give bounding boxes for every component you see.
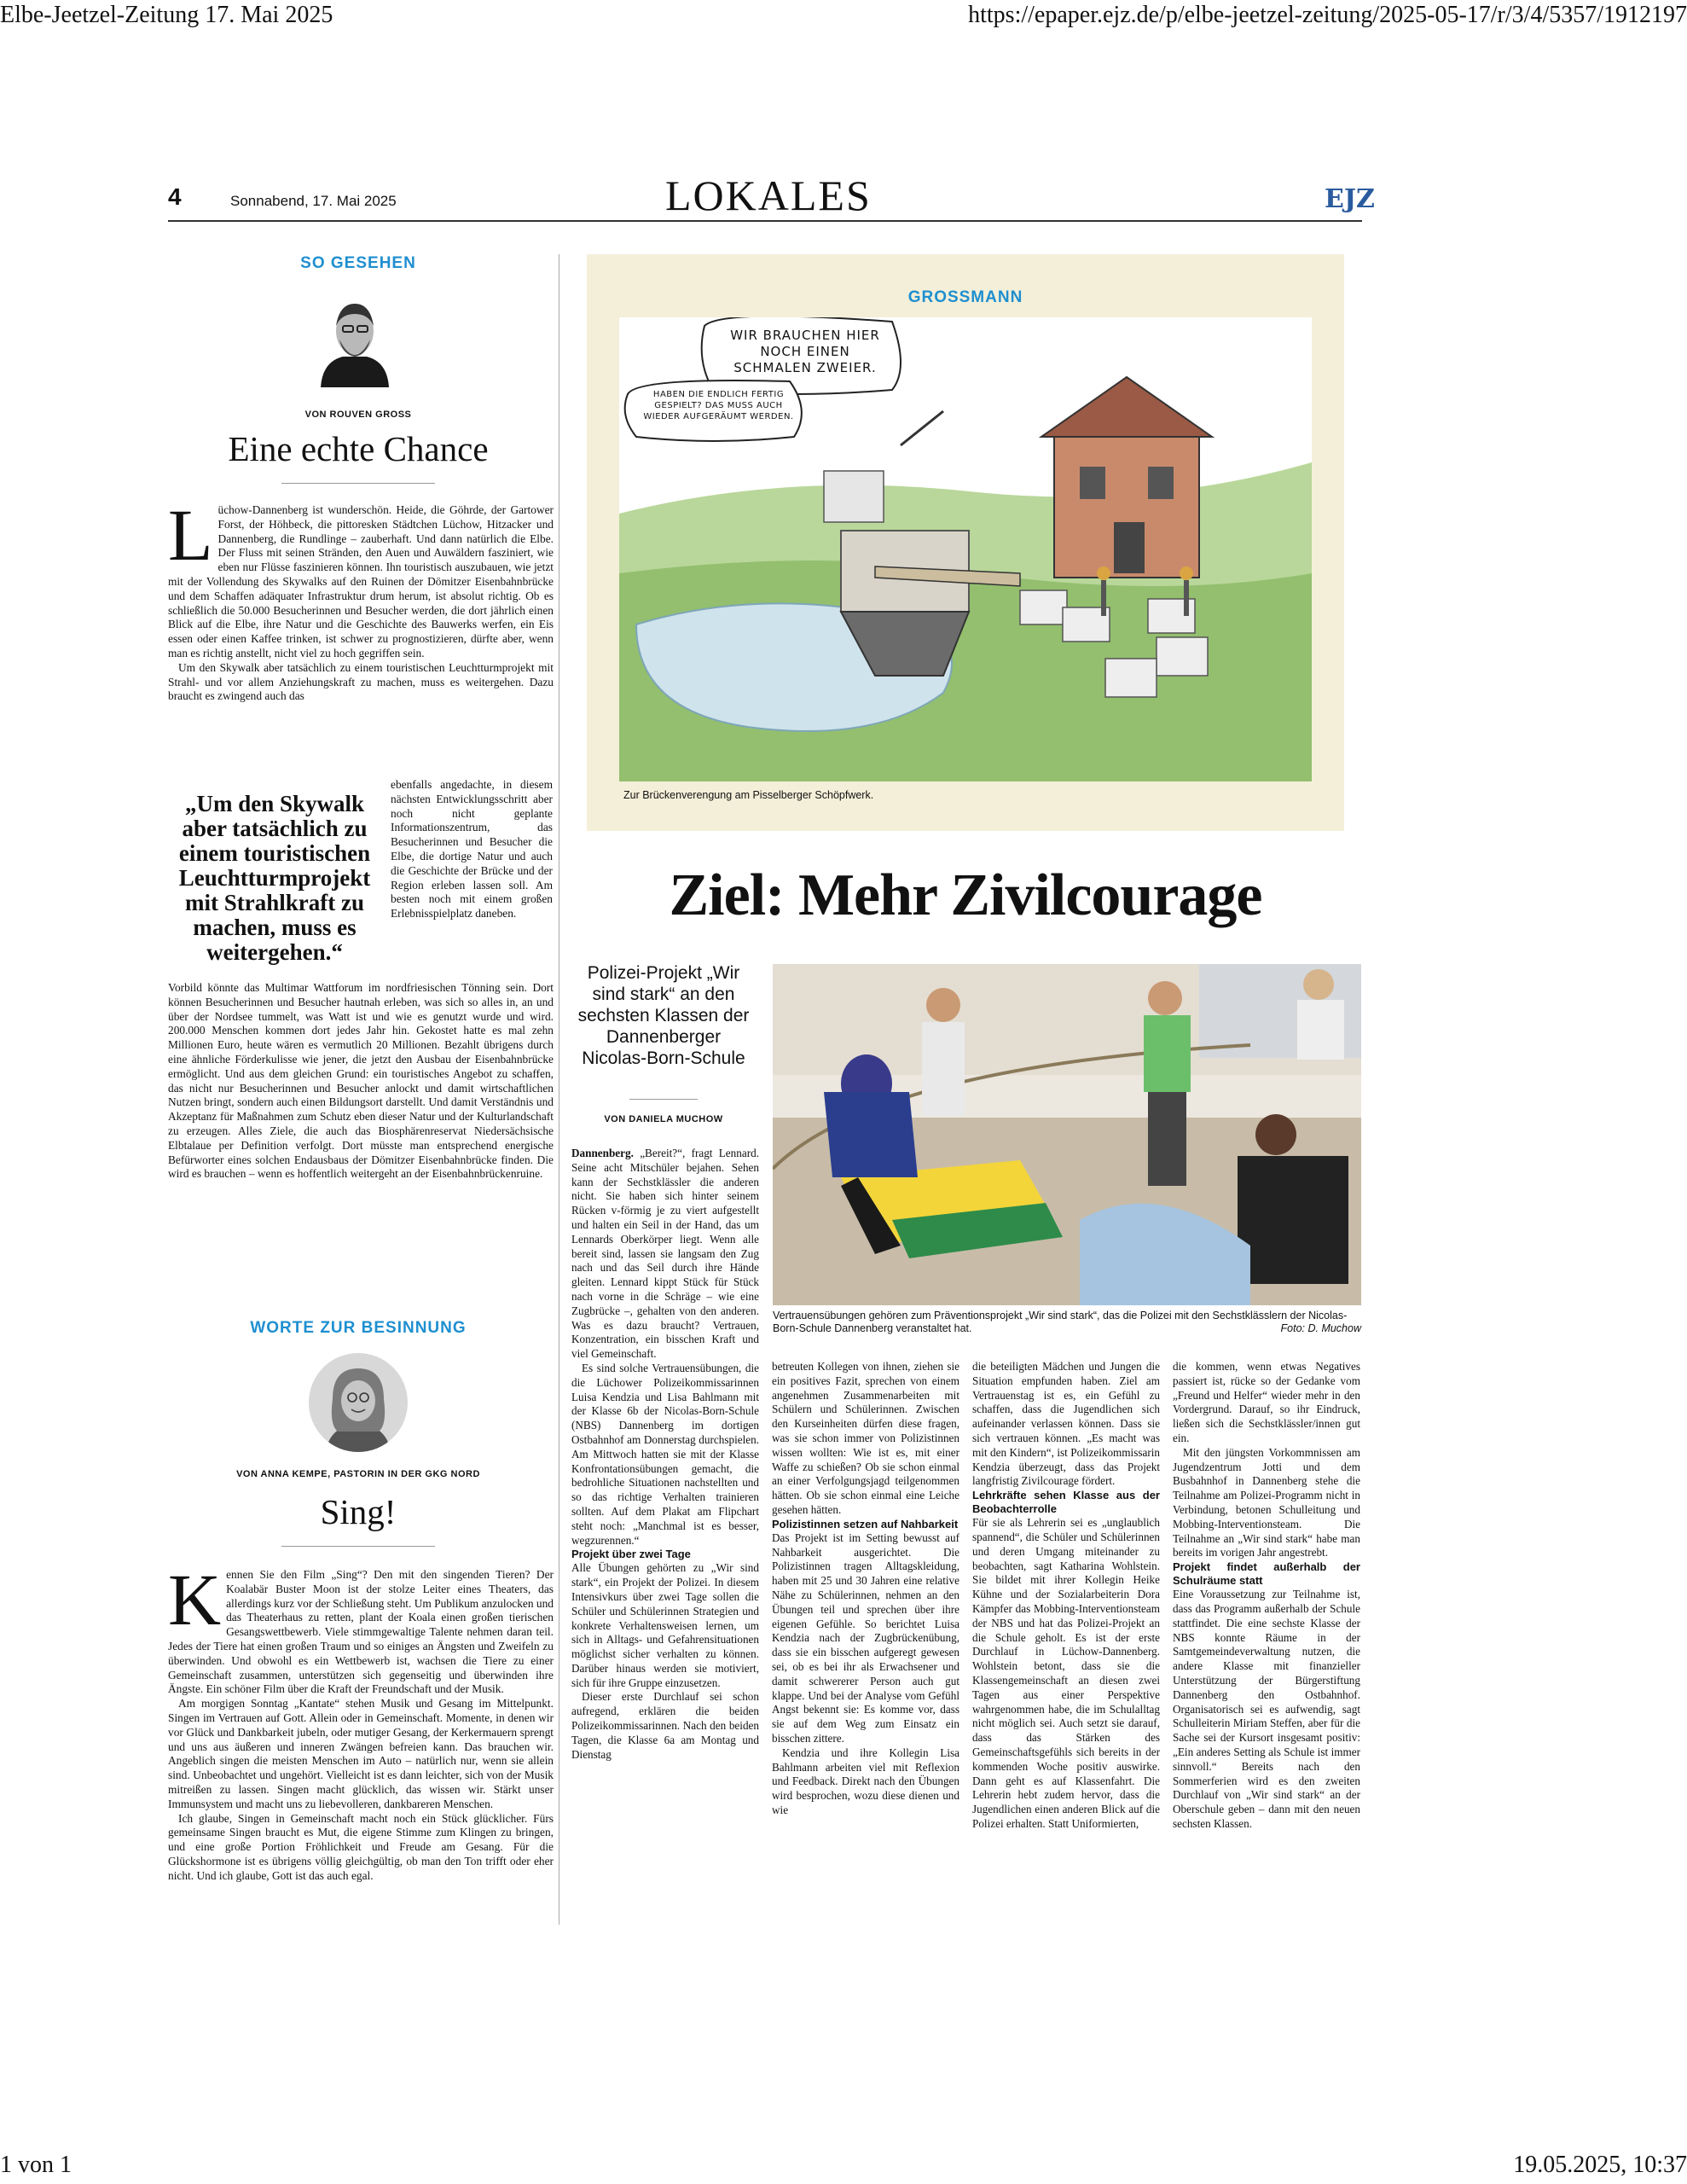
article-paragraph: Dannenberg. „Bereit?“, fragt Lennard. Seine acht Mitschüler bejahen. Sehen kann der Sechstklässler die anderen nicht. Sie haben sich hinter seinem Rücken v-förmig je zu viert aufgestellt und halten ein Seil in der Hand, das um Lennards Oberkörper liegt. Wenn alle bereit sind, lassen sie langsam den Zug nach und das Seil durch ihre Hände gleiten. Lennard kippt Stück für Stück nach vorne in die Schräge – wie eine Zugbrücke –, gehalten von den anderen. Was es dazu braucht? Vertrauen, Konzentration, ein bisschen Kraft und viel Gemeinschaft. [571, 1147, 759, 1361]
print-header-title: Elbe-Jeetzel-Zeitung 17. Mai 2025 [0, 2, 333, 28]
dropcap-letter: K [168, 1568, 222, 1641]
article-paragraph: die beteiligten Mädchen und Jungen die Situation empfunden haben. Ziel am Vertrauenstag ist es, ein Gefühl zu schaffen, dass die Jugendlichen sich aufeinander verlassen können. Dass sie sich vertrauen können. „Es macht was mit den Kindern“, ist Polizeikommissarin Kendzia überzeugt, dass das Projekt langfristig Zivilcourage fördert. [972, 1360, 1160, 1488]
commentary-paragraph: ebenfalls angedachte, in diesem nächsten Entwicklungsschritt aber noch nicht geplante Informationszentrum, das Besucherinnen und Besucher die Elbe, die dortige Natur und auch die Geschichte der Brücke und der Region erleben lassen soll. Am besten noch mit einem großen Erlebnisspielplatz daneben. [391, 778, 553, 921]
article-column-2 [772, 1360, 959, 1940]
page-date: Sonnabend, 17. Mai 2025 [230, 193, 397, 209]
article-paragraph: Alle Übungen gehörten zu „Wir sind stark“, ein Projekt der Polizei. In diesem Intensivkurs über zwei Tage sollen die Schüler und Schülerinnen Strategien und konkrete Verhaltensweisen lernen, um sich in Alltags- und Gefahrensituationen möglichst sicher verhalten zu können. Darüber hinaus werden sie motiviert, sich für ihre Gruppe einzusetzen. [571, 1561, 759, 1689]
article-paragraph: die kommen, wenn etwas Negatives passiert ist, rücke so der Gedanke vom „Freund und Helfer“ wieder mehr in den Vordergrund. Darauf, so ihr Eindruck, ließen sich die Sechstklässler/innen gut ein. [1173, 1360, 1360, 1444]
article-paragraph: Es sind solche Vertrauensübungen, die die Lüchower Polizeikommissarinnen Luisa Kendzia und Lisa Bahlmann mit der Klasse 6b der Nicolas-Born-Schule (NBS) Dannenberg im dortigen Ostbahnhof am Donnerstag durchspielen. Am Mittwoch hatten sie mit der Klasse Konfrontationsübungen gemacht, die bedrohliche Situationen nachstellten und so das richtige Verhalten trainieren sollten. Auf dem Plakat am Flipchart steht noch: „Manchmal ist es besser, wegzurennen.“ [571, 1361, 759, 1547]
commentary-kicker: SO GESEHEN [300, 254, 416, 272]
author-portrait [309, 1353, 408, 1452]
commentary-paragraph: üchow-Dannenberg ist wunderschön. Heide, die Göhrde, der Gartower Forst, der Höhbeck, die pittoresken Städtchen Lüchow, Hitzacker und Dannenberg, die Rundlinge – zauberhaft. Und dann natürlich die Elbe. Der Fluss mit seinen Stränden, den Auen und Auwäldern fasziniert, wie eben nur Flüsse faszinieren können. Ihn touristisch auszubauen, wie jetzt mit der Vollendung des Skywalks auf den Ruinen der Dömitzer Eisenbahnbrücke und dem Schaffen adäquater Infrastruktur drum herum, ist absolut richtig. Ob es schließlich die 50.000 Besucherinnen und Besucher werden, die dort jährlich einen Blick auf die Elbe, ihre Natur und die Geschichte des Bauwerks werfen, ein Eis essen oder einen Kaffee trinken, ist schwer zu prognostizieren, dürfte aber, wenn man es richtig anstellt, nicht viel zu hoch gegriffen sein. [168, 503, 554, 659]
article-paragraph: Für sie als Lehrerin sei es „unglaublich spannend“, die Schüler und Schülerinnen und deren Umgang miteinander zu beobachten, sagt Katharina Wohlstein. Sie bildet mit ihrer Kollegin Heike Kühne und der Sozialarbeiterin Dora Kämpfer das Mobbing-Interventionsteam der NBS und hat das Polizei-Projekt an die Schule geholt. Es ist der erste Durchlauf in Lüchow-Dannenberg. Wohlstein betont, dass sie die Klassengemeinschaft an diesen zwei Tagen aus einer Perspektive wahrgenommen habe, die im Schulalltag nicht möglich sei. Auch setzt sie darauf, dass das Stärken des Gemeinschaftsgefühls sich bereits in der kommenden Woche positiv auswirke. Dann geht es auf Klassenfahrt. Die Lehrerin hebt zudem hervor, dass die Jugendlichen einen anderen Blick auf die Polizei erhalten. Statt Uniformierten, [972, 1516, 1160, 1830]
cartoon-kicker: GROSSMANN [907, 288, 1023, 306]
headline-rule [281, 483, 435, 484]
article-dateline: Dannenberg. [571, 1147, 634, 1159]
commentary-body-part2 [391, 778, 553, 981]
article-column-1 [571, 1147, 759, 1940]
commentary-body-part1 [168, 503, 554, 758]
teaser-rule [629, 1099, 698, 1100]
article-column-4 [1173, 1360, 1360, 1940]
author-portrait [314, 292, 396, 387]
article-paragraph: Dieser erste Durchlauf sei schon aufregend, erklären die beiden Polizeikommissarinnen. Nach den beiden Tagen, die Klasse 6a am Montag und Dienstag [571, 1690, 759, 1761]
article-paragraph: Eine Voraussetzung zur Teilnahme ist, dass das Programm außerhalb der Schule stattfindet. Die eine sechste Klasse der NBS konnte Räume in der Samtgemeindeverwaltung nutzen, die andere Klasse mit finanzieller Unterstützung der Bürgerstiftung Dannenberg den Ostbahnhof. Organisatorisch sei es aufwendig, sagt Schulleiterin Miriam Steffen, aber für die Sache sei der Kursort insgesamt positiv: „Ein anderes Setting als Schule ist immer sinnvoll.“ Bereits nach den Sommerferien wird es den zweiten Durchlauf von „Wir sind stark“ an der Oberschule geben – dann mit den neuen sechsten Klassen. [1173, 1588, 1360, 1830]
article-subhead: Lehrkräfte sehen Klasse aus der Beobachterrolle [972, 1489, 1160, 1516]
devotional-paragraph: Am morgigen Sonntag „Kantate“ stehen Musik und Gesang im Mittelpunkt. Singen im Vertrauen auf Gott. Allein oder in Gemeinschaft. Momente, in denen wir vor Glück und Dankbarkeit jubeln, oder mutiger Gesang, der Kerkermauern sprengt und uns aus äußeren und inneren Zwängen befreien kann. Das brauchen wir. Angeblich singen die meisten Menschen im Auto – natürlich nur, wenn sie allein sind. Unbeobachtet und ungehört. Vielleicht ist es dann leichter, sich von der Musik mitreißen zu lassen. Singen macht glücklich, das wissen wir. Stärkt unser Immunsystem und macht uns zu liebevolleren, dankbareren Menschen. [168, 1697, 554, 1810]
article-subhead: Projekt über zwei Tage [571, 1548, 691, 1561]
cartoon-speech-bubble-2: HABEN DIE ENDLICH FERTIG GESPIELT? DAS MUSS AUCH WIEDER AUFGERÄUMT WERDEN. [643, 390, 794, 421]
photo-caption-text: Vertrauensübungen gehören zum Präventionsprojekt „Wir sind stark“, das die Polizei mit den Sechstklässlern der Nicolas-Born-Schule Dannenberg veranstaltet hat. [773, 1310, 1348, 1334]
article-byline: VON DANIELA MUCHOW [604, 1114, 723, 1124]
article-subhead: Polizistinnen setzen auf Nahbarkeit [772, 1517, 959, 1531]
devotional-paragraph: Ich glaube, Singen in Gemeinschaft macht noch ein Stück glücklicher. Fürs gemeinsame Singen braucht es Mut, die eigene Stimme zum Klingen zu bringen, und eine große Portion Fröhlichkeit und Freude am Gesang. Für die Glückshormone ist es übrigens völlig gleichgültig, ob man den Ton trifft oder eher nicht. Und ich glaube, Gott ist das auch egal. [168, 1811, 554, 1882]
print-footer-page: 1 von 1 [0, 2152, 72, 2178]
commentary-paragraph: Um den Skywalk aber tatsächlich zu einem touristischen Leuchtturmprojekt mit Strahl- und vor allem Anziehungskraft zu machen, muss es weitergehen. Dazu braucht es zwingend auch das [168, 660, 554, 703]
dropcap-letter: L [168, 503, 213, 576]
cartoon-speech-bubble-1: WIR BRAUCHEN HIER NOCH EINEN SCHMALEN ZWEIER. [730, 328, 880, 375]
cartoon-illustration [619, 317, 1312, 781]
print-header-url: https://epaper.ejz.de/p/elbe-jeetzel-zeitung/2025-05-17/r/3/4/5357/1912197 [968, 2, 1687, 28]
print-footer-timestamp: 19.05.2025, 10:37 [1513, 2152, 1687, 2178]
commentary-paragraph: Vorbild könnte das Multimar Wattforum im nordfriesischen Tönning sein. Dort können Besucherinnen und Besucher hautnah erleben, was sich so alles in, an und über der Nordsee tummelt, was Watt ist und wie es genutzt wurde und wird. 200.000 Menschen kommen dort jedes Jahr hin. Gekostet hatte es mal zehn Millionen Euro, heute wären es vermutlich 20 Millionen. Bezahlt übrigens durch eine ähnliche Förderkulisse wie jener, die jetzt den Ausbau der Eisenbahnbrücke ermöglicht. Und aus dem gleichen Grund: ein touristisches Angebot zu schaffen, das nicht nur Besucherinnen und Besucher anlockt und damit wirtschaftlichen Nutzen bringt, sondern auch einen Bildungsort darstellt. Und damit Verständnis und Akzeptanz für Maßnahmen zum Schutz eben dieser Natur und der Kulturlandschaft zu erzeugen. Alles Ziele, die auch das Biosphärenreservat Niedersächsische Elbtalaue per Definition verfolgt. Dort müsste man entsprechend energische Befürworter eines solchen Endausbaus der Dömitzer Eisenbahnbrücke finden. Die wird es brauchen – wenn es hoffentlich weitergeht an der Eisenbahnbrückenruine. [168, 981, 554, 1181]
article-subhead: Projekt findet außerhalb der Schulräume statt [1173, 1560, 1360, 1588]
devotional-kicker: WORTE ZUR BESINNUNG [250, 1319, 467, 1337]
devotional-headline: Sing! [320, 1492, 397, 1531]
cartoon-caption: Zur Brückenverengung am Pisselberger Schöpfwerk. [623, 789, 874, 801]
commentary-byline: VON ROUVEN GROSS [304, 410, 412, 420]
pull-quote: „Um den Skywalk aber tatsächlich zu einem touristischen Leuchtturmprojekt mit Strahlkraft zu machen, muss es weitergehen.“ [178, 791, 371, 965]
header-rule [168, 220, 1362, 222]
headline-rule [281, 1546, 435, 1547]
newspaper-logo: EJZ [1325, 184, 1375, 214]
devotional-body [168, 1568, 554, 1918]
article-headline: Ziel: Mehr Zivilcourage [669, 863, 1262, 928]
article-teaser: Polizei-Projekt „Wir sind stark“ an den sechsten Klassen der Dannenberger Nicolas-Born-Schule [577, 963, 750, 1068]
article-paragraph: betreuten Kollegen von ihnen, ziehen sie ein positives Fazit, sprechen von einem angenehmen Zusammenarbeiten mit Schülern und Schülerinnen. Zwischen den Kurseinheiten dürfen diese fragen, was sie schon immer von Polizistinnen wissen wollten: Wie ist es, mit einer Waffe zu schießen? Ob sie schon einmal an einer Verfolgungsjagd teilgenommen hätten. Ob sie schon einmal eine Leiche gesehen hätten. [772, 1360, 959, 1516]
section-title: LOKALES [665, 171, 872, 219]
commentary-headline: Eine echte Chance [228, 429, 489, 468]
devotional-paragraph: ennen Sie den Film „Sing“? Den mit den singenden Tieren? Der Koalabär Buster Moon ist der stolze Leiter eines Theaters, das allerdings kurz vor der Schließung steht. Um Publikum anzulocken und das Theaterhaus zu retten, plant der Koala einen großen tierischen Gesangswettbewerb. Viele stimmgewaltige Talente nehmen daran teil. Jedes der Tiere hat einen großen Traum und so einiges an Ängsten und Zweifeln zu überwinden. Und obwohl es ein Wettbewerb ist, wachsen die Tiere zu einer Gemeinschaft zusammen, unterstützen sich gegenseitig und überwinden ihre Ängste. Ein schöner Film über die Kraft der Freundschaft und der Musik. [168, 1568, 554, 1696]
article-column-3 [972, 1360, 1160, 1940]
page-number: 4 [168, 183, 182, 210]
article-paragraph: Kendzia und ihre Kollegin Lisa Bahlmann arbeiten viel mit Reflexion und Feedback. Direkt nach den Übungen wird besprochen, wozu diese dienen und wie [772, 1745, 959, 1816]
photo-caption [773, 1310, 1361, 1335]
article-photo [773, 964, 1361, 1305]
article-paragraph: Mit den jüngsten Vorkommnissen am Jugendzentrum Jotti und dem Busbahnhof in Dannenberg stehe die Teilnahme am Polizei-Programm nicht in Verbindung, betonen Schulleitung und Mobbing-Interventionsteam. Die Teilnahme an „Wir sind stark“ habe man bereits im vorigen Jahr angestrebt. [1173, 1445, 1360, 1560]
article-paragraph: Das Projekt ist im Setting bewusst auf Nahbarkeit ausgerichtet. Die Polizistinnen tragen Alltagskleidung, haben mit 25 und 30 Jahren eine relative Nähe zu Schülerinnen, nehmen an den Übungen teil und sprechen über ihre eigenen Gefühle. So berichtet Luisa Kendzia nach der Zugbrückenübung, dass sie ein bisschen aufgeregt gewesen sei, ob es bei ihr als Erwachsener und damit schwererer Person auch gut klappe. Und bei der Analyse vom Gefühl Angst bekennt sie: Es komme vor, dass sie auf dem Weg zum Einsatz ein bisschen zittere. [772, 1531, 959, 1745]
photo-credit: Foto: D. Muchow [1280, 1322, 1361, 1334]
commentary-body-part3 [168, 981, 554, 1271]
devotional-byline: VON ANNA KEMPE, PASTORIN IN DER GKG NORD [236, 1469, 480, 1479]
